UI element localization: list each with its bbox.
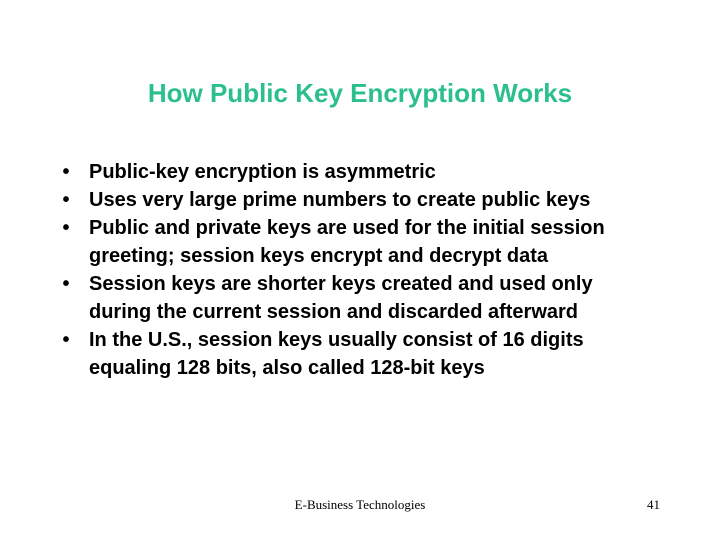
bullet-text: Uses very large prime numbers to create public keys	[89, 189, 591, 211]
bullet-item	[56, 326, 656, 382]
bullet-icon: •	[62, 329, 70, 351]
bullet-item	[56, 270, 656, 326]
slide-title: How Public Key Encryption Works	[147, 78, 573, 108]
bullet-text: Public and private keys are used for the initial session greeting; session keys encrypt and decrypt data	[89, 217, 605, 267]
footer-text: E-Business Technologies	[294, 497, 426, 512]
bullet-text: Session keys are shorter keys created and used only during the current session and discarded afterward	[89, 273, 593, 323]
bullet-item	[56, 186, 656, 214]
page-number: 41	[647, 497, 660, 512]
bullet-icon: •	[62, 217, 70, 239]
bullet-icon: •	[62, 273, 70, 295]
bullet-item	[56, 158, 656, 186]
bullet-icon: •	[62, 189, 70, 211]
bullet-icon: •	[62, 161, 70, 183]
bullet-item	[56, 214, 656, 270]
bullet-list	[56, 158, 656, 382]
bullet-text: Public-key encryption is asymmetric	[89, 161, 436, 183]
bullet-text: In the U.S., session keys usually consist of 16 digits equaling 128 bits, also called 128-bit keys	[89, 329, 584, 379]
